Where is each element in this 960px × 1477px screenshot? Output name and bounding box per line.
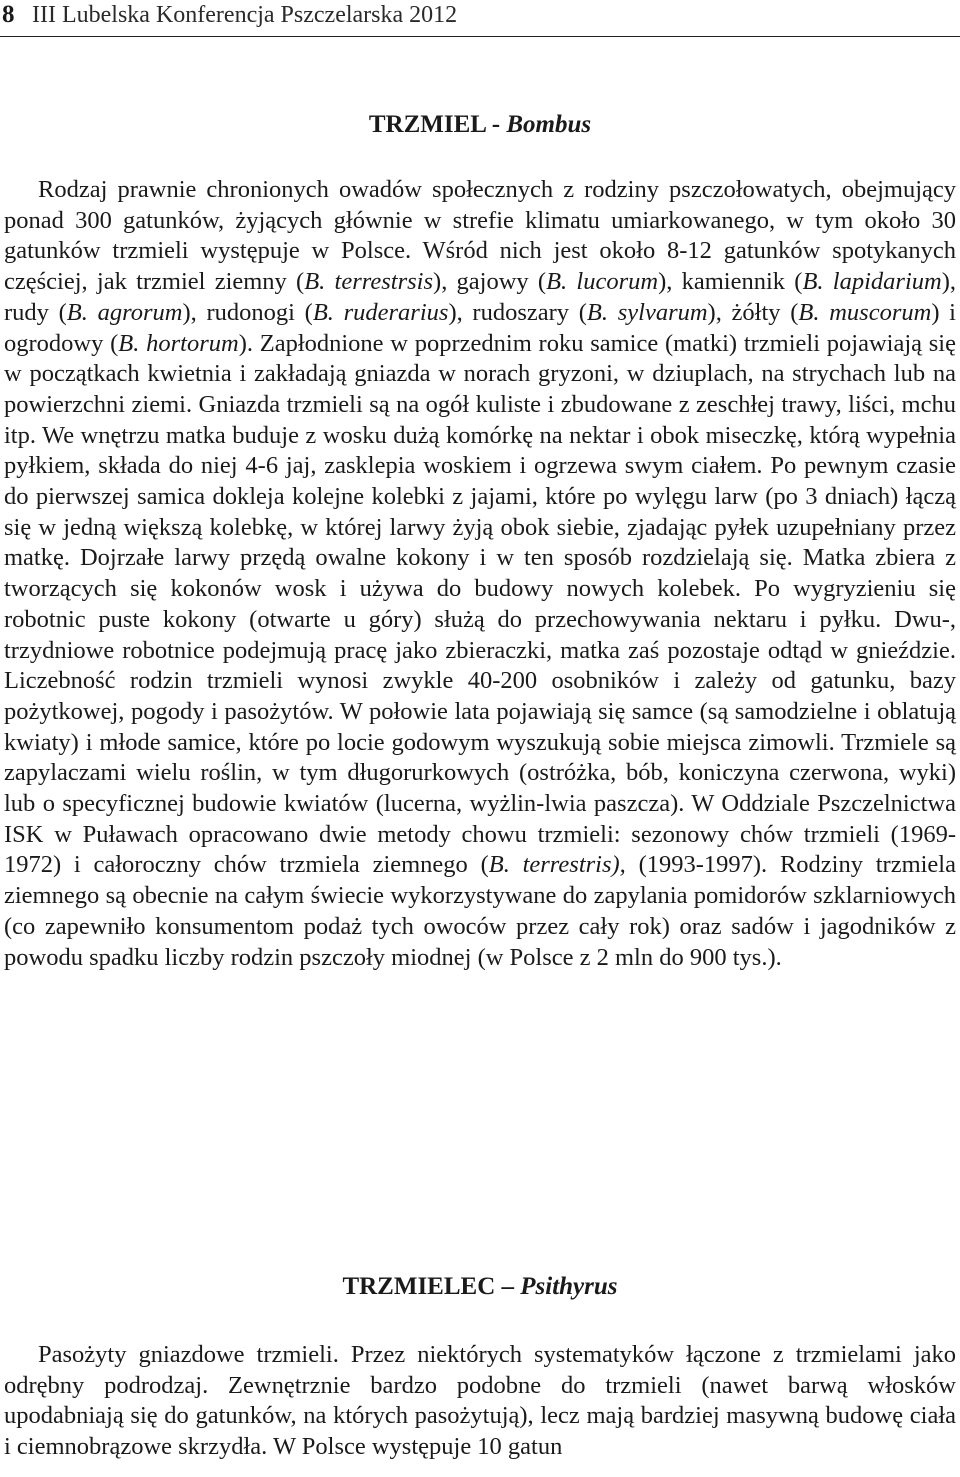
paragraph-text: ). Zapłodnione w poprzednim roku samice (matki) trzmieli pojawiają się w początkach kwietnia i zakładają gniazda w norach gryzoni, w dziuplach, na strychach lub na powierzchni ziemi. Gniazda trzmieli są na ogół kuliste i zbudowane z zeschłej trawy, liści, mchu itp. We wnętrzu matka buduje z wosku dużą komórkę na nektar i obok miseczkę, którą wypełnia pyłkiem, składa do niej 4-6 jaj, zasklepia woskiem i ogrzewa swym ciałem. Po pewnym czasie do pierwszej samica dokleja kolejne kolebki z jajami, które po wylęgu larw (po 3 dniach) łączą się w jedną większą kolebkę, w której larwy żyją obok siebie, zjadając pyłek uzupełniany przez matkę. Dojrzałe larwy przędą owalne kokony i w ten sposób rozdzielają się. Matka zbiera z tworzących się kokonów wosk i używa do budowy nowych kolebek. Po wygryzieniu się robotnic puste kokony (otwarte u góry) służą do przechowywania nektaru i pyłku. Dwu-, trzydniowe robotnice podejmują pracę jako zbieraczki, matka zaś pozostaje odtąd w gnieździe. Liczebność rodzin trzmieli wynosi zwykle 40-200 osobników i zależy od gatunku, bazy pożytkowej, pogody i pasożytów. W połowie lata pojawiają się samce (są samodzielne i oblatują kwiaty) i młode samice, które po locie godowym wyszukują sobie miejsca zimowli. Trzmiele są zapylaczami wielu roślin, w tym długorurkowych (ostróżka, bób, koniczyna czerwona, wyki) lub o specyficznej budowie kwiatów (lucerna, wyżlin-lwia paszcza). W Oddziale Pszczelnictwa ISK w Puławach opracowano dwie metody chowu trzmieli: sezonowy chów trzmieli (1969-1972) i całoroczny chów trzmiela ziemnego ( [4, 329, 956, 879]
paragraph-text: ), rudy ( [4, 268, 956, 326]
paragraph-text: ), kamiennik ( [658, 268, 803, 296]
body-paragraph-psithyrus [4, 1340, 956, 1463]
page-header [0, 0, 960, 40]
species-name: B. terrestrsis [304, 268, 434, 296]
section-title-latin: Psithyrus [520, 1273, 618, 1300]
section-title-psithyrus [0, 1272, 960, 1302]
species-name: B. terrestris), [488, 851, 626, 879]
species-name: B. lapidarium [802, 268, 942, 296]
species-name: B. muscorum [798, 298, 932, 326]
body-paragraph-bombus [4, 175, 956, 973]
paragraph-text: Pasożyty gniazdowe trzmieli. Przez niektórych systematyków łączone z trzmielami jako odrębny podrodzaj. Zewnętrznie bardzo podobne do trzmieli (nawet barwą włosków upodabniają się do gatunków, na których pasożytują), lecz mają bardziej masywną budowę ciała i ciemnobrązowe skrzydła. W Polsce występuje 10 gatun [4, 1341, 956, 1461]
paragraph-text: (1993-1997). Rodziny trzmiela ziemnego są obecnie na całym świecie wykorzystywane do zapylania pomidorów szklarniowych (co zapewniło konsumentom podaż tych owoców przez cały rok) oraz sadów i jagodników z powodu spadku liczby rodzin pszczoły miodnej (w Polsce z 2 mln do 900 tys.). [4, 851, 956, 971]
section-title-text: TRZMIELEC – [342, 1273, 521, 1300]
section-title-text: TRZMIEL - [368, 111, 507, 138]
paragraph-text: Rodzaj prawnie chronionych owadów społecznych z rodziny pszczołowatych, obejmujący ponad 300 gatunków, żyjących głównie w strefie klimatu umiarkowanego, w tym około 30 gatunków trzmieli występuje w Polsce. Wśród nich jest około 8-12 gatunków spotykanych częściej, jak trzmiel ziemny ( [4, 176, 956, 296]
section-title-bombus [0, 110, 960, 140]
paragraph-text: ) i ogrodowy ( [4, 298, 956, 357]
species-name: B. lucorum [546, 268, 659, 296]
section-title-latin: Bombus [506, 111, 592, 138]
header-rule [0, 36, 960, 37]
species-name: B. sylvarum [586, 298, 708, 326]
species-name: B. hortorum [118, 329, 239, 357]
paragraph-text: ), rudonogi ( [182, 298, 313, 326]
paragraph-text: ), rudoszary ( [448, 298, 587, 326]
paragraph-text: ), żółty ( [707, 298, 799, 326]
page-number: 8 [2, 1, 15, 28]
species-name: B. agrorum [66, 298, 183, 326]
running-title: III Lubelska Konferencja Pszczelarska 2012 [32, 2, 458, 28]
species-name: B. ruderarius [312, 298, 449, 326]
paragraph-text: ), gajowy ( [433, 268, 547, 296]
